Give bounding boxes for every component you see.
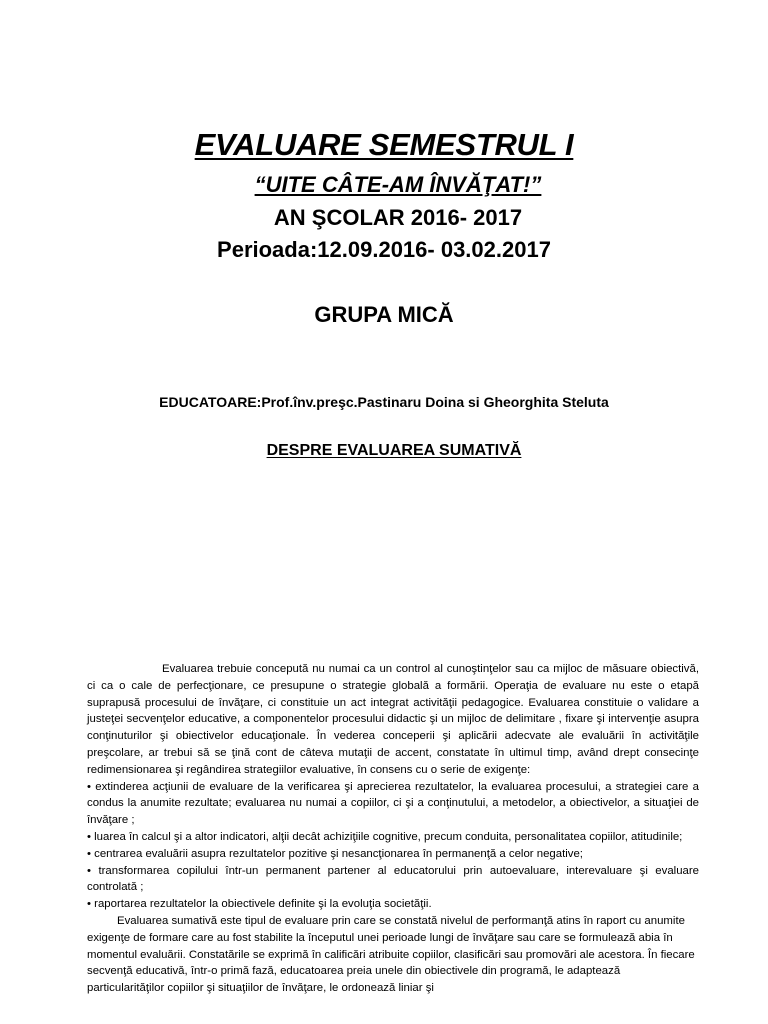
bullet-item: • raportarea rezultatelor la obiectivele definite şi la evoluţia societăţii.: [87, 898, 432, 911]
bullet-item: • luarea în calcul şi a altor indicatori, alţii decât achiziţiile cognitive, precum conduita, personalitatea copiilor, atitudinile;: [87, 830, 683, 843]
school-year: AN ŞCOLAR 2016- 2017: [273, 205, 523, 230]
paragraph-intro: Evaluarea trebuie concepută nu numai ca un control al cunoştinţelor sau ca mijloc de măsuare obiectivă, ci ca o cale de perfecţionare, ce presupune o strategie globală a formării. Operaţia de evaluare nu este o etapă suprapusă procesului de învăţare, ci constituie un act integrat activităţii pedagogice. Evaluarea constituie o validare a justeţei secvenţelor educative, a componentelor procesului didactic şi un mijloc de delimitare , fixare şi intervenţie asupra conţinuturilor şi obiectivelor educaţionale. În vederea conceperii şi aplicării adecvate ale evaluării în activităţile preşcolare, ar trebui să se ţină cont de câteva mutaţii de accent, constatate în ultimul timp, având drept consecinţe redimensionarea şi regândirea strategiilor evaluative, în consens cu o serie de exigenţe:: [87, 663, 699, 776]
period: Perioada:12.09.2016- 03.02.2017: [217, 237, 551, 262]
document-title: EVALUARE SEMESTRUL I: [194, 127, 574, 162]
bullet-item: • extinderea acţiunii de evaluare de la verificarea şi aprecierea rezultatelor, la evaluarea procesului, a strategiei care a condus la anumite rezultate; evaluarea nu numai a copiilor, ci şi a conţinutului, a metodelor, a obiectivelor, a situaţiei de învăţare ;: [87, 780, 699, 827]
group-name: GRUPA MICĂ: [314, 302, 454, 327]
paragraph-summative: Evaluarea sumativă este tipul de evaluare prin care se constată nivelul de performanţă atins în raport cu anumite exigenţe de formare care au fost stabilite la începutul unei perioade lungi de învăţare sau care se formulează abia în momentul evaluării. Constatările se exprimă în calificări atribuite copiilor, clasificări sau promovări ale acestora. În fiecare secvenţă educativă, într-o primă fază, educatoarea preia unele din obiectivele din programă, le adaptează particularităţilor copiilor şi situaţiilor de învăţare, le ordonează liniar şi: [87, 914, 695, 995]
document-subtitle: “UITE CÂTE-AM ÎNVĂŢAT!”: [254, 172, 542, 197]
body-text: [87, 661, 699, 997]
bullet-item: • transformarea copilului într-un permanent partener al educatorului prin autoevaluare, interevaluare şi evaluare controlată ;: [87, 864, 699, 894]
section-title: DESPRE EVALUAREA SUMATIVĂ: [266, 442, 522, 459]
bullet-item: • centrarea evaluării asupra rezultatelor pozitive şi nesancţionarea în permanenţă a celor negative;: [87, 847, 583, 860]
educators-line: EDUCATOARE:Prof.înv.preşc.Pastinaru Doina si Gheorghita Steluta: [159, 394, 609, 410]
